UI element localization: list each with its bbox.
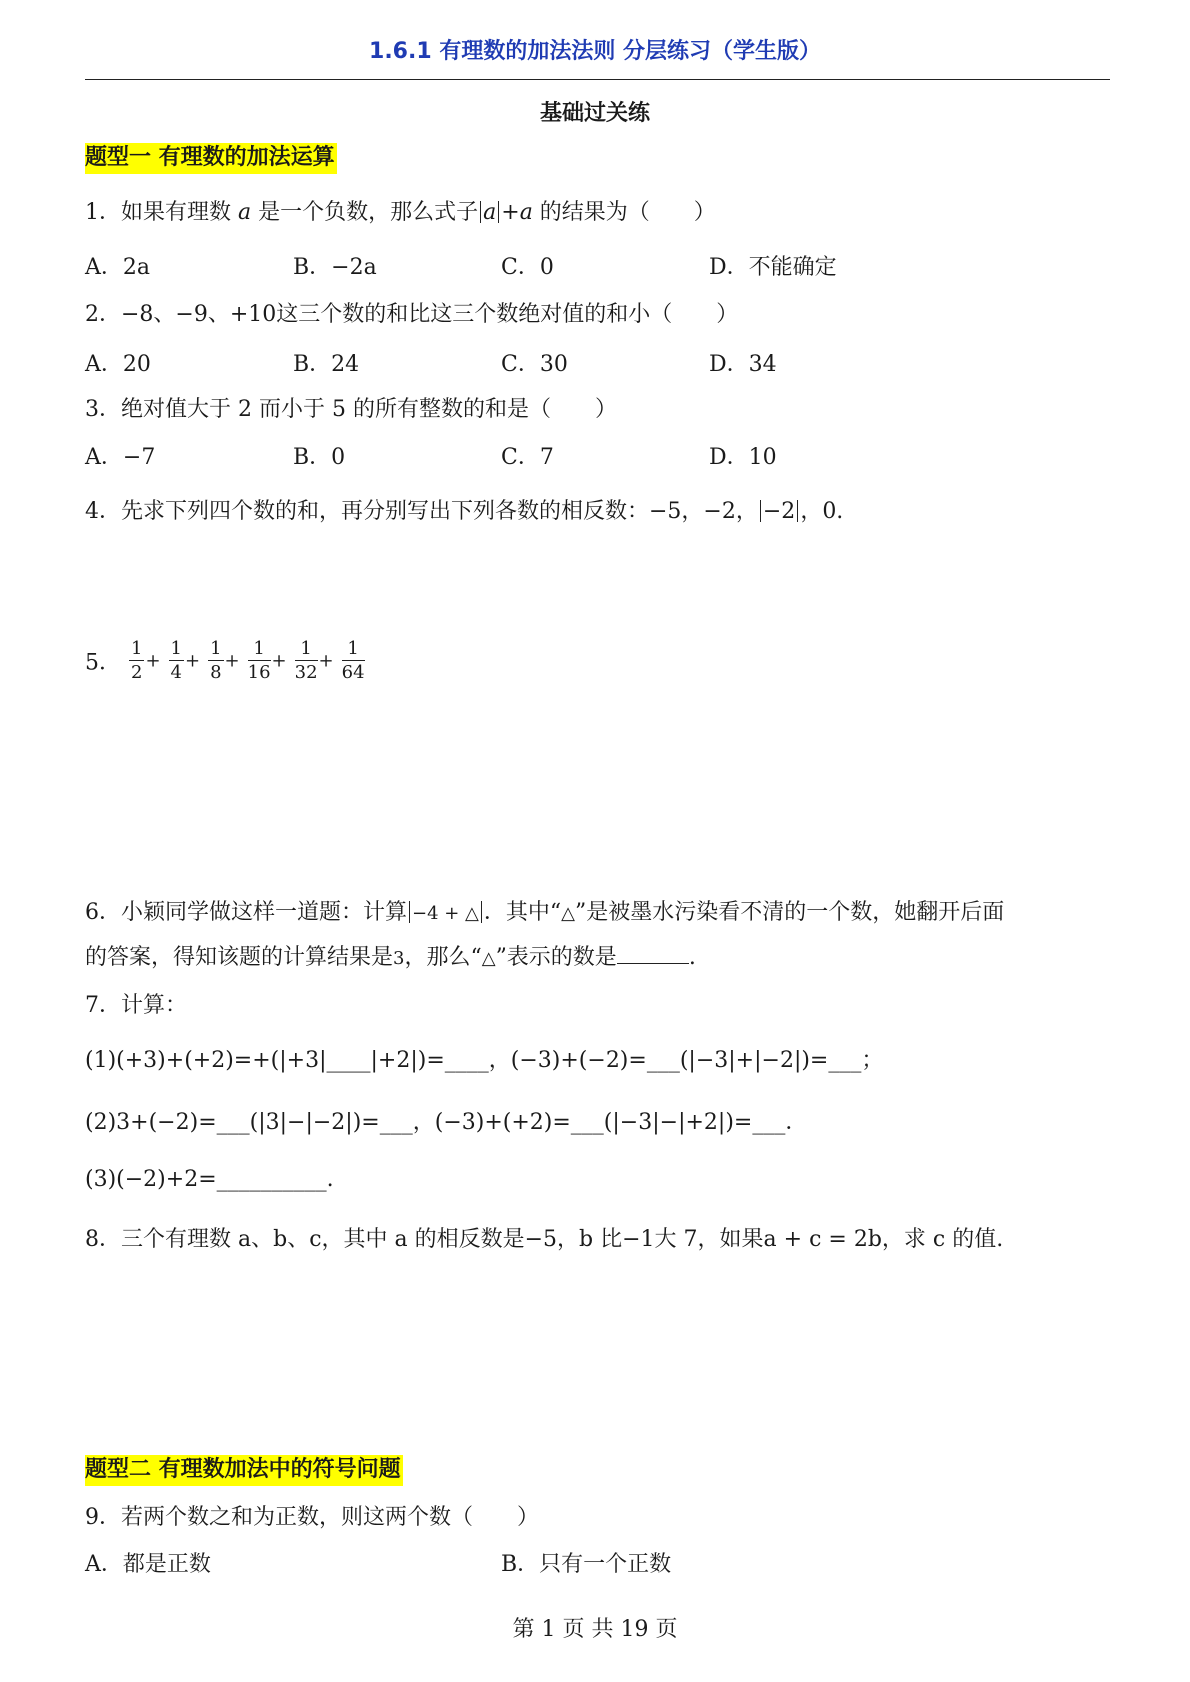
section-heading-2 <box>85 1452 403 1483</box>
q4-abs-value: −2 <box>762 499 796 524</box>
question-6-line-1: 6．小颖同学做这样一道题：计算 −4 + △ ．其中“△”是被墨水污染看不清的一个数，她翻开后面 <box>85 900 1005 925</box>
q1-text-c: 的结果为（ ） <box>532 200 716 225</box>
q4-text-a: 4．先求下列四个数的和，再分别写出下列各数的相反数：−5，−2， <box>85 499 758 524</box>
page-title: 1.6.1 有理数的加法法则 分层练习（学生版） <box>369 39 821 64</box>
q2-option-b[interactable]: B．24 <box>293 352 360 377</box>
triangle-symbol: △ <box>561 903 575 924</box>
abs-bar-left <box>409 901 410 923</box>
fraction-1-64: $\frac{1}{64}$ <box>341 638 365 683</box>
q2-option-c[interactable]: C．30 <box>501 352 568 377</box>
question-7-stem: 7．计算： <box>85 993 187 1018</box>
q1-option-a[interactable]: A．2a <box>85 255 151 280</box>
fraction-1-32: $\frac{1}{32}$ <box>294 638 318 683</box>
section-heading-1 <box>85 140 337 171</box>
question-1-stem <box>85 195 716 226</box>
q2-option-d[interactable]: D．34 <box>709 352 777 377</box>
q1-text-b: 是一个负数，那么式子 <box>251 200 479 225</box>
abs-bar-right <box>481 901 482 923</box>
q3-option-d[interactable]: D．10 <box>709 445 777 470</box>
q1-option-c[interactable]: C．0 <box>501 255 554 280</box>
q1-option-b[interactable]: B．−2a <box>293 255 377 280</box>
q1-var-a: a <box>238 200 252 225</box>
q9-option-a[interactable]: A．都是正数 <box>85 1552 211 1577</box>
section-subtitle: 基础过关练 <box>539 101 650 126</box>
q2-option-a[interactable]: A．20 <box>85 352 151 377</box>
q1-expr-a: a <box>483 200 497 225</box>
fraction-1-4: $\frac{1}{4}$ <box>170 638 182 683</box>
question-9-stem: 9．若两个数之和为正数，则这两个数（ ） <box>85 1505 539 1530</box>
q1-text-a: 1．如果有理数 <box>85 200 238 225</box>
answer-blank[interactable] <box>617 945 689 964</box>
q1-expr-a2: a <box>519 200 533 225</box>
abs-bar-left <box>760 500 761 522</box>
q7-part-2: (2)3+(−2)=___(|3|−|−2|)=___，(−3)+(+2)=___(|−3|−|+2|)=___． <box>85 1110 808 1135</box>
q7-part-1: (1)(+3)+(+2)=+(|+3|____|+2|)=____，(−3)+(−2)=___(|−3|+|−2|)=___； <box>85 1048 884 1073</box>
fraction-1-2: $\frac{1}{2}$ <box>131 638 143 683</box>
question-6-line-2: 的答案，得知该题的计算结果是3，那么“△”表示的数是 . <box>85 945 696 970</box>
q3-option-c[interactable]: C．7 <box>501 445 554 470</box>
question-3-stem: 3．绝对值大于 2 而小于 5 的所有整数的和是（ ） <box>85 397 617 422</box>
q6-result: 3 <box>393 948 405 969</box>
q4-text-b: ，0. <box>800 499 844 524</box>
q1-option-d[interactable]: D．不能确定 <box>709 255 837 280</box>
q6-expression: −4 + △ <box>412 903 479 924</box>
triangle-symbol: △ <box>481 948 496 969</box>
q9-option-b[interactable]: B．只有一个正数 <box>501 1552 672 1577</box>
abs-bar-right <box>797 500 798 522</box>
abs-bar-left <box>480 201 481 223</box>
q7-part-3: (3)(−2)+2=__________. <box>85 1167 334 1192</box>
question-2-stem: 2．−8、−9、+10这三个数的和比这三个数绝对值的和小（ ） <box>85 302 739 327</box>
page-number: 第 1 页 共 19 页 <box>512 1617 678 1642</box>
q3-option-b[interactable]: B．0 <box>293 445 346 470</box>
question-4-stem <box>85 494 843 525</box>
fraction-1-8: $\frac{1}{8}$ <box>210 638 222 683</box>
section-label: 题型二 有理数加法中的符号问题 <box>85 1455 403 1486</box>
abs-bar-right <box>498 201 499 223</box>
question-5-expression: 5． $\frac{1}{2}$ + $\frac{1}{4}$ + $\frac{1}{8}$ + $\frac{1}{16}$ + $\frac{1}{32}$ + $\frac{1}{64}$ <box>85 638 365 683</box>
section-label: 题型一 有理数的加法运算 <box>85 143 337 174</box>
header-divider <box>85 79 1110 80</box>
q5-label: 5． <box>85 650 121 676</box>
fraction-1-16: $\frac{1}{16}$ <box>247 638 271 683</box>
q3-option-a[interactable]: A．−7 <box>85 445 156 470</box>
question-8-stem: 8．三个有理数 a、b、c，其中 a 的相反数是−5，b 比−1大 7，如果a + c = 2b，求 c 的值. <box>85 1227 1004 1252</box>
q1-expr-plus: + <box>501 200 520 225</box>
